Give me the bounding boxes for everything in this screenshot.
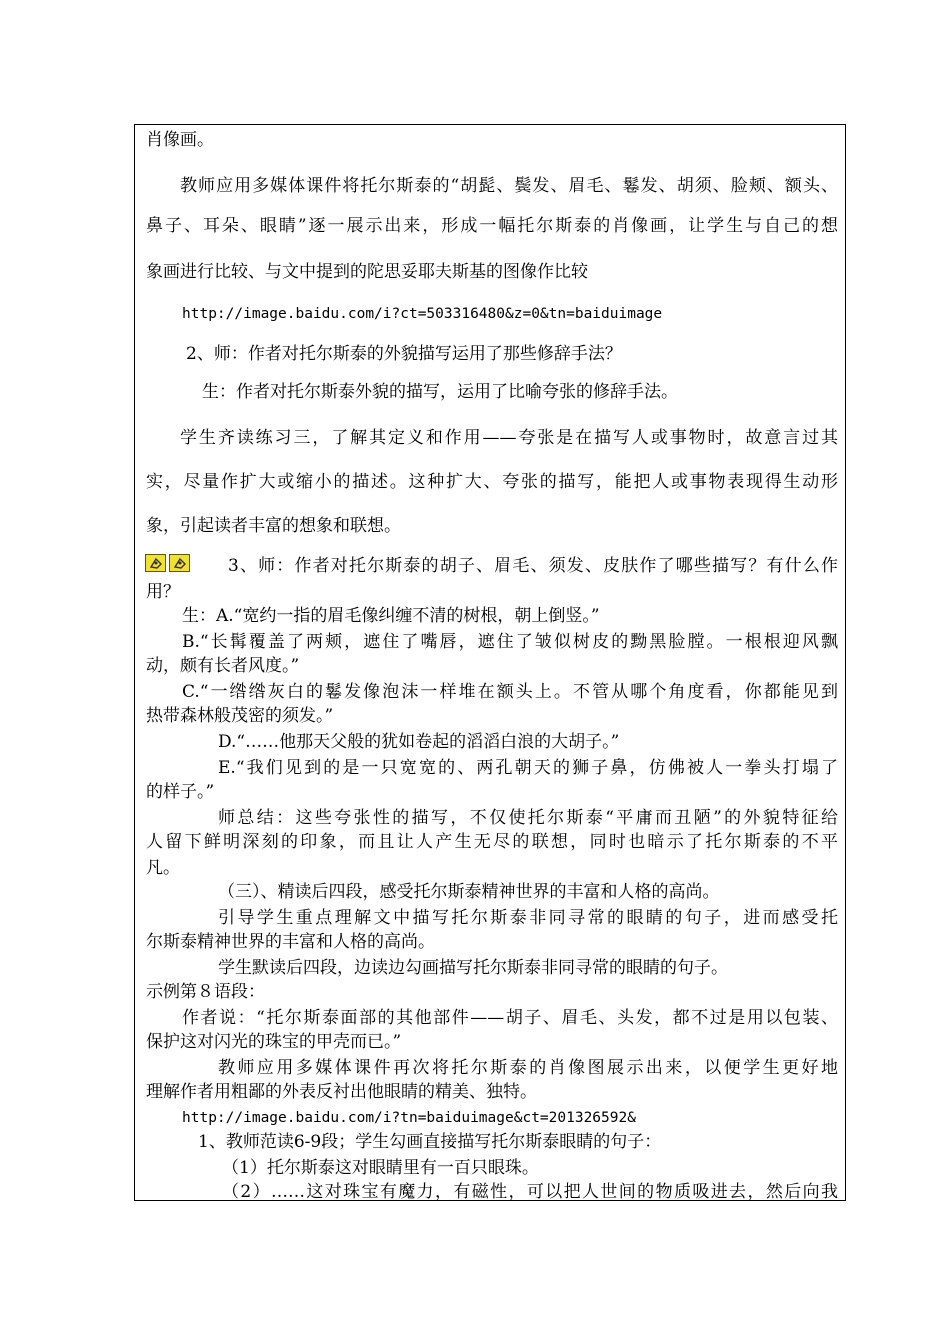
text-line: （2）……这对珠宝有魔力，有磁性，可以把人世间的物质吸进去，然后向我 [222,1182,838,1202]
text-line: 师总结：这些夸张性的描写，不仅使托尔斯泰“平庸而丑陋”的外貌特征给 [218,808,838,828]
text-line: 尔斯泰精神世界的丰富和人格的高尚。 [146,932,435,952]
text-line: 作者说：“托尔斯泰面部的其他部件——胡子、眉毛、头发，都不过是用以包装、 [182,1008,838,1028]
text-line: 1、教师范读6-9段；学生勾画直接描写托尔斯泰眼睛的句子： [198,1132,662,1152]
text-line: 生：作者对托尔斯泰外貌的描写，运用了比喻夸张的修辞手法。 [202,382,678,402]
text-line: 凡。 [146,858,180,878]
hyperlink-icon[interactable] [145,554,166,572]
text-line: D.“……他那天父般的犹如卷起的滔滔白浪的大胡子。” [218,732,620,752]
text-line: 理解作者用粗鄙的外表反衬出他眼睛的精美、独特。 [146,1082,537,1102]
text-line: 3、师：作者对托尔斯泰的胡子、眉毛、须发、皮肤作了哪些描写？有什么作 [228,556,838,576]
text-line: 热带森林般茂密的须发。” [146,706,334,726]
text-line: （三）、精读后四段，感受托尔斯泰精神世界的丰富和人格的高尚。 [218,882,720,902]
text-line: 鼻子、耳朵、眼睛”逐一展示出来，形成一幅托尔斯泰的肖像画，让学生与自己的想 [146,216,838,236]
text-line: （1）托尔斯泰这对眼睛里有一百只眼珠。 [222,1158,539,1178]
text-line: 人留下鲜明深刻的印象，而且让人产生无尽的联想，同时也暗示了托尔斯泰的不平 [146,832,838,852]
text-line: 保护这对闪光的珠宝的甲壳而已。” [146,1032,402,1052]
text-line: 实，尽量作扩大或缩小的描述。这种扩大、夸张的描写，能把人或事物表现得生动形 [146,472,838,492]
text-line: 的样子。” [146,782,215,802]
text-line: 象画进行比较、与文中提到的陀思妥耶夫斯基的图像作比较 [146,262,588,282]
url-line[interactable]: http://image.baidu.com/i?tn=baiduimage&ct=201326592& [182,1110,636,1126]
text-line: E.“我们见到的是一只宽宽的、两孔朝天的狮子鼻，仿佛被人一拳头打塌了 [218,758,838,778]
text-line: 用？ [146,582,180,602]
text-line: 肖像画。 [146,130,214,150]
text-line: 2、师：作者对托尔斯泰的外貌描写运用了那些修辞手法？ [186,344,622,364]
text-line: 学生齐读练习三，了解其定义和作用——夸张是在描写人或事物时，故意言过其 [180,428,838,448]
text-line: 动，颇有长者风度。” [146,656,300,676]
text-line: 教师应用多媒体课件将托尔斯泰的“胡髭、鬓发、眉毛、鬈发、胡须、脸颊、额头、 [180,176,838,196]
text-line: 示例第８语段： [146,982,265,1002]
text-line: 象，引起读者丰富的想象和联想。 [146,516,401,536]
text-line: 引导学生重点理解文中描写托尔斯泰非同寻常的眼睛的句子，进而感受托 [218,908,838,928]
text-line: C.“一绺绺灰白的鬈发像泡沫一样堆在额头上。不管从哪个角度看，你都能见到 [182,682,838,702]
text-line: B.“长髯覆盖了两颊，遮住了嘴唇，遮住了皱似树皮的黝黑脸膛。一根根迎风飘 [182,632,838,652]
toolbar-icons [145,554,191,572]
text-line: 教师应用多媒体课件再次将托尔斯泰的肖像图展示出来，以便学生更好地 [218,1058,838,1078]
text-line: 生：A.“宽约一指的眉毛像纠缠不清的树根，朝上倒竖。” [182,606,600,626]
url-line[interactable]: http://image.baidu.com/i?ct=503316480&z=0&tn=baiduimage [182,306,663,322]
text-line: 学生默读后四段，边读边勾画描写托尔斯泰非同寻常的眼睛的句子。 [218,958,728,978]
hyperlink-icon-2[interactable] [169,554,190,572]
